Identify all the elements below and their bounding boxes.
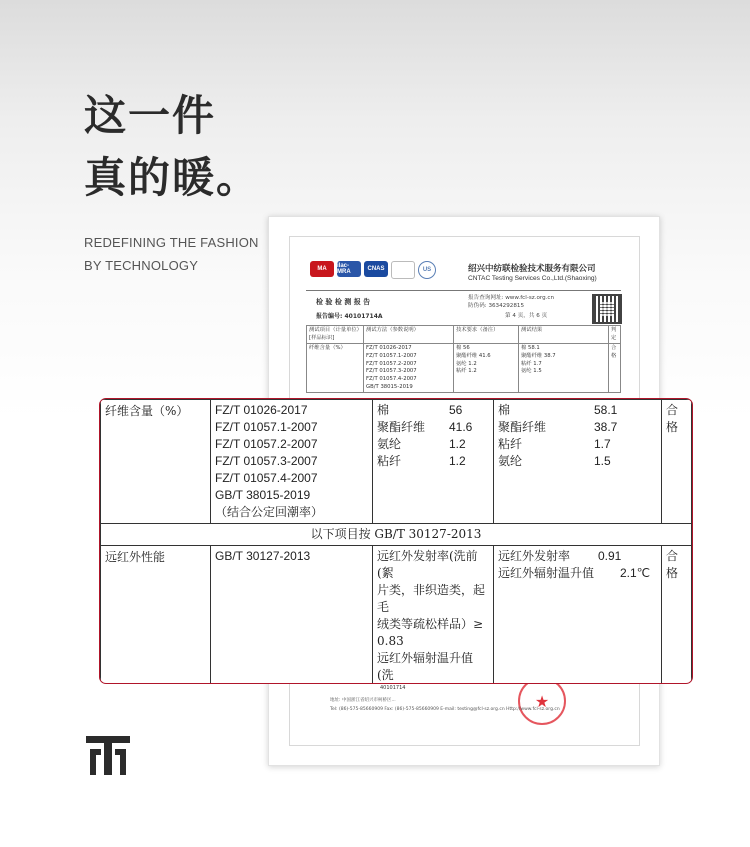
results-table <box>100 399 692 684</box>
report-number: 报告编号: 40101714A <box>316 313 383 320</box>
requirements-cell <box>373 400 494 524</box>
result-value: 2.1℃ <box>620 566 651 580</box>
mini-req: 粘纤 1.2 <box>456 368 477 375</box>
method-note: （结合公定回潮率） <box>215 505 324 519</box>
result-row <box>498 453 657 470</box>
requirement-row <box>377 453 489 470</box>
result-value: 38.7 <box>594 420 618 434</box>
methods-cell <box>211 400 373 524</box>
result-fiber: 粘纤 <box>498 437 523 451</box>
testing-mark-logo <box>391 261 415 279</box>
table-row <box>101 524 692 546</box>
req-fiber: 粘纤 <box>377 454 402 468</box>
method-line: FZ/T 01026-2017 <box>215 403 308 417</box>
result-value: 58.1 <box>594 403 618 417</box>
result-row <box>498 436 657 453</box>
mini-requirements <box>454 344 519 393</box>
requirement-line: 0.83 <box>377 634 404 648</box>
footer-contact: Tel: (86)-575-85660909 Fax: (86)-575-85660909 E-mail: testing@fcl-sz.org.cn Http://www.fcl-sz.org.cn <box>330 707 560 712</box>
req-fiber: 棉 <box>377 403 390 417</box>
mini-methods <box>364 344 454 393</box>
report-ref: 40101714 <box>380 685 406 691</box>
mini-method: FZ/T 01057.4-2007 <box>366 376 417 383</box>
mini-res: 聚酯纤维 38.7 <box>521 353 556 360</box>
query-site: 报告查询网址: www.fcl-sz.org.cn <box>468 295 555 301</box>
mini-item: 纤维含量（%） <box>307 344 364 393</box>
mini-res: 氨纶 1.5 <box>521 368 542 375</box>
requirement-row <box>377 436 489 453</box>
table-row <box>101 546 692 685</box>
certification-logos <box>310 261 436 279</box>
requirement-row <box>377 419 489 436</box>
mini-header: 测试方法（参数说明） <box>364 326 454 344</box>
req-value: 56 <box>449 403 463 417</box>
company-logo: US <box>418 261 436 279</box>
zoomed-results-table <box>99 398 693 684</box>
method-line: FZ/T 01057.1-2007 <box>215 420 318 434</box>
result-value: 0.91 <box>598 549 622 563</box>
mini-verdict: 合格 <box>609 344 621 393</box>
requirement-row <box>377 402 489 419</box>
ilac-mra-logo: ilac-MRA <box>337 261 361 277</box>
req-fiber: 聚酯纤维 <box>377 420 426 434</box>
headline-line-1: 这一件 <box>84 91 217 140</box>
requirement-line: 片类，非织造类，起毛 <box>377 583 486 614</box>
req-value: 1.2 <box>449 437 466 451</box>
mini-req: 聚酯纤维 41.6 <box>456 353 491 360</box>
method-line: FZ/T 01057.4-2007 <box>215 471 318 485</box>
results-far-infrared <box>494 546 662 685</box>
ma-logo: MA <box>310 261 334 277</box>
brand-t-logo-icon <box>84 733 132 777</box>
mini-req: 棉 56 <box>456 345 470 352</box>
mini-method: FZ/T 01057.3-2007 <box>366 368 417 375</box>
req-value: 1.2 <box>449 454 466 468</box>
mini-header: 技术要求（备注） <box>454 326 519 344</box>
results-cell <box>494 400 662 524</box>
verdict-pass: 合格 <box>662 546 692 685</box>
tagline-line-2: BY TECHNOLOGY <box>84 258 199 273</box>
requirement-line: 远红外辐射温升值(洗 <box>377 651 474 682</box>
result-label: 远红外辐射温升值 <box>498 566 595 580</box>
req-value: 41.6 <box>449 420 473 434</box>
item-fiber-content: 纤维含量（%） <box>101 400 211 524</box>
page-number: 第 4 页，共 6 页 <box>505 313 548 319</box>
method-line: GB/T 38015-2019 <box>215 488 311 502</box>
req-fiber: 氨纶 <box>377 437 402 451</box>
mini-header: 判定 <box>609 326 621 344</box>
requirement-line: 绒类等疏松样品）≥ <box>377 617 484 631</box>
mini-method: FZ/T 01057.2-2007 <box>366 360 417 367</box>
anti-fake-code: 防伪码: 3634292815 <box>468 303 525 309</box>
result-fiber: 氨纶 <box>498 454 523 468</box>
tagline-line-1: REDEFINING THE FASHION <box>84 235 259 250</box>
mini-results-table <box>306 325 621 393</box>
item-far-infrared: 远红外性能 <box>101 546 211 685</box>
method-line: FZ/T 01057.2-2007 <box>215 437 318 451</box>
result-fiber: 聚酯纤维 <box>498 420 547 434</box>
result-value: 1.7 <box>594 437 611 451</box>
section-header: 以下项目按 GB/T 30127-2013 <box>101 524 692 546</box>
cnas-logo: CNAS <box>364 261 388 277</box>
report-title: 检 验 检 测 报 告 <box>316 298 371 306</box>
result-value: 1.5 <box>594 454 611 468</box>
mini-res: 粘纤 1.7 <box>521 360 542 367</box>
mini-method: GB/T 38015-2019 <box>366 383 413 390</box>
divider <box>306 290 621 291</box>
official-stamp-icon: ★ <box>518 677 566 725</box>
qr-code-icon <box>592 294 622 324</box>
company-name-cn: 绍兴中纺联检验技术服务有限公司 <box>468 264 596 274</box>
result-row <box>498 565 657 582</box>
verdict-pass: 合格 <box>662 400 692 524</box>
mini-method: FZ/T 01026-2017 <box>366 345 412 352</box>
footer-address: 地址: 中国浙江省绍兴市柯桥区... <box>330 698 396 703</box>
headline-line-2: 真的暖。 <box>84 153 261 202</box>
result-label: 远红外发射率 <box>498 549 571 563</box>
method-far-infrared: GB/T 30127-2013 <box>211 546 373 685</box>
mini-req: 氨纶 1.2 <box>456 360 477 367</box>
company-name-en: CNTAC Testing Services Co.,Ltd.(Shaoxing) <box>468 275 597 282</box>
result-fiber: 棉 <box>498 403 511 417</box>
table-row <box>101 400 692 524</box>
mini-results <box>519 344 609 393</box>
requirements-far-infrared <box>373 546 494 685</box>
result-row <box>498 548 657 565</box>
requirement-line: 远红外发射率(洗前(絮 <box>377 549 478 580</box>
mini-header: 测试结果 <box>519 326 609 344</box>
mini-res: 棉 58.1 <box>521 345 540 352</box>
mini-header: 测试项目（计量单位）[样品标识] <box>307 326 364 344</box>
result-row <box>498 419 657 436</box>
result-row <box>498 402 657 419</box>
method-line: FZ/T 01057.3-2007 <box>215 454 318 468</box>
mini-method: FZ/T 01057.1-2007 <box>366 353 417 360</box>
